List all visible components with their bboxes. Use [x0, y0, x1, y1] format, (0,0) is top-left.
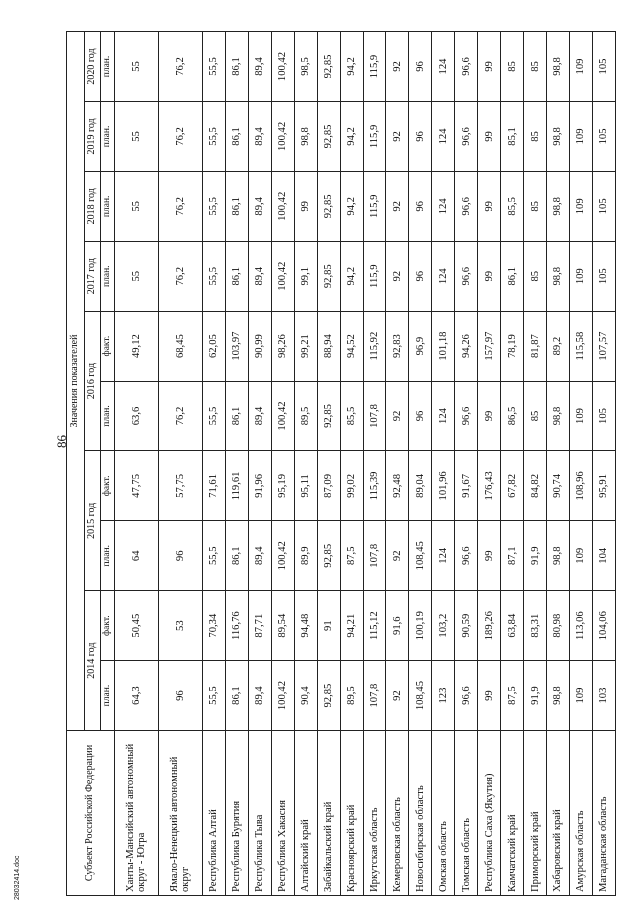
value-cell: 107,57	[592, 311, 615, 381]
value-cell: 103,2	[432, 591, 455, 661]
subject-name: Новосибирская область	[409, 731, 432, 896]
value-cell: 124	[432, 241, 455, 311]
subject-name: Республика Саха (Якутия)	[478, 731, 501, 896]
value-cell: 116,76	[225, 591, 248, 661]
table-row	[317, 32, 340, 896]
value-cell: 89,4	[248, 661, 271, 731]
value-cell: 86,1	[225, 101, 248, 171]
value-cell: 90,99	[248, 311, 271, 381]
value-cell: 91,9	[524, 661, 547, 731]
value-cell: 86,1	[225, 661, 248, 731]
value-cell: 87,5	[501, 661, 524, 731]
table-row	[115, 32, 159, 896]
value-cell: 92	[386, 32, 409, 102]
value-cell: 92	[386, 101, 409, 171]
value-cell: 96,6	[455, 101, 478, 171]
value-cell: 107,8	[363, 521, 386, 591]
value-cell: 113,06	[569, 591, 592, 661]
value-cell: 94,2	[340, 241, 363, 311]
value-cell: 109	[569, 32, 592, 102]
value-cell: 87,1	[501, 521, 524, 591]
value-cell: 105	[592, 32, 615, 102]
value-cell: 85	[501, 32, 524, 102]
value-cell: 92	[386, 171, 409, 241]
value-cell: 98,5	[294, 32, 317, 102]
year-header: 2017 год	[85, 241, 101, 311]
year-header: 2019 год	[85, 101, 101, 171]
value-cell: 85	[524, 381, 547, 451]
value-cell: 55,5	[202, 521, 225, 591]
subject-name: Амурская область	[569, 731, 592, 896]
value-cell: 96	[158, 521, 202, 591]
value-cell: 55	[115, 32, 159, 102]
plan-header: план.	[101, 101, 115, 171]
value-cell: 176,43	[478, 451, 501, 521]
value-cell: 99	[478, 241, 501, 311]
table-row	[547, 32, 570, 896]
values-header: Значения показателей	[67, 32, 85, 731]
table-row	[569, 32, 592, 896]
table-row	[271, 32, 294, 896]
subject-name: Красноярский край	[340, 731, 363, 896]
plan-header: план.	[101, 661, 115, 731]
value-cell: 115,92	[363, 311, 386, 381]
value-cell: 85,5	[340, 381, 363, 451]
value-cell: 86,1	[501, 241, 524, 311]
value-cell: 96,6	[455, 171, 478, 241]
value-cell: 85	[524, 32, 547, 102]
value-cell: 92	[386, 241, 409, 311]
value-cell: 55,5	[202, 381, 225, 451]
value-cell: 63,6	[115, 381, 159, 451]
value-cell: 109	[569, 241, 592, 311]
value-cell: 109	[569, 521, 592, 591]
value-cell: 99	[478, 661, 501, 731]
value-cell: 103,97	[225, 311, 248, 381]
value-cell: 99	[478, 381, 501, 451]
year-header: 2016 год	[85, 311, 101, 451]
value-cell: 105	[592, 381, 615, 451]
value-cell: 76,2	[158, 32, 202, 102]
value-cell: 115,9	[363, 101, 386, 171]
footer-filename: 28032414.doc	[14, 855, 21, 900]
value-cell: 86,1	[225, 171, 248, 241]
subject-header: Субъект Российской Федерации	[67, 731, 115, 896]
value-cell: 100,42	[271, 521, 294, 591]
value-cell: 99	[478, 521, 501, 591]
value-cell: 189,26	[478, 591, 501, 661]
value-cell: 67,82	[501, 451, 524, 521]
indicators-table	[66, 31, 616, 896]
value-cell: 89,4	[248, 101, 271, 171]
value-cell: 96,6	[455, 32, 478, 102]
value-cell: 89,4	[248, 381, 271, 451]
value-cell: 92,85	[317, 171, 340, 241]
year-header: 2014 год	[85, 591, 101, 731]
value-cell: 55,5	[202, 171, 225, 241]
value-cell: 99,02	[340, 451, 363, 521]
value-cell: 92,85	[317, 381, 340, 451]
value-cell: 94,2	[340, 32, 363, 102]
table-row	[455, 32, 478, 896]
value-cell: 96,6	[455, 661, 478, 731]
value-cell: 124	[432, 381, 455, 451]
value-cell: 81,87	[524, 311, 547, 381]
table-row	[248, 32, 271, 896]
subject-name: Кемеровская область	[386, 731, 409, 896]
value-cell: 84,82	[524, 451, 547, 521]
value-cell: 98,8	[294, 101, 317, 171]
fact-header: факт.	[101, 451, 115, 521]
value-cell: 123	[432, 661, 455, 731]
subject-name: Алтайский край	[294, 731, 317, 896]
plan-header: план.	[101, 521, 115, 591]
value-cell: 98,8	[547, 101, 570, 171]
value-cell: 105	[592, 171, 615, 241]
value-cell: 94,48	[294, 591, 317, 661]
value-cell: 89,04	[409, 451, 432, 521]
value-cell: 89,4	[248, 171, 271, 241]
value-cell: 86,1	[225, 381, 248, 451]
value-cell: 92,85	[317, 241, 340, 311]
table-row	[225, 32, 248, 896]
value-cell: 99	[478, 32, 501, 102]
value-cell: 105	[592, 241, 615, 311]
value-cell: 76,2	[158, 101, 202, 171]
value-cell: 96,9	[409, 311, 432, 381]
subject-name: Хабаровский край	[547, 731, 570, 896]
value-cell: 55	[115, 101, 159, 171]
year-header: 2020 год	[85, 32, 101, 102]
value-cell: 100,42	[271, 381, 294, 451]
value-cell: 99	[478, 101, 501, 171]
value-cell: 98,8	[547, 381, 570, 451]
value-cell: 100,42	[271, 661, 294, 731]
value-cell: 57,75	[158, 451, 202, 521]
value-cell: 100,19	[409, 591, 432, 661]
value-cell: 104,06	[592, 591, 615, 661]
value-cell: 94,21	[340, 591, 363, 661]
plan-header: план.	[101, 381, 115, 451]
value-cell: 78,19	[501, 311, 524, 381]
table-row	[478, 32, 501, 896]
subject-name: Ханты-Мансийский автономный округ - Югра	[115, 731, 159, 896]
value-cell: 94,2	[340, 171, 363, 241]
value-cell: 98,8	[547, 521, 570, 591]
value-cell: 88,94	[317, 311, 340, 381]
value-cell: 87,71	[248, 591, 271, 661]
value-cell: 68,45	[158, 311, 202, 381]
value-cell: 86,1	[225, 32, 248, 102]
value-cell: 95,19	[271, 451, 294, 521]
subject-name: Камчатский край	[501, 731, 524, 896]
subject-name: Республика Бурятия	[225, 731, 248, 896]
value-cell: 50,45	[115, 591, 159, 661]
value-cell: 70,34	[202, 591, 225, 661]
table-row	[202, 32, 225, 896]
value-cell: 49,12	[115, 311, 159, 381]
table-row	[592, 32, 615, 896]
value-cell: 98,8	[547, 32, 570, 102]
value-cell: 115,58	[569, 311, 592, 381]
value-cell: 89,54	[271, 591, 294, 661]
value-cell: 83,31	[524, 591, 547, 661]
value-cell: 86,5	[501, 381, 524, 451]
value-cell: 124	[432, 171, 455, 241]
table-body	[115, 32, 616, 896]
value-cell: 91,96	[248, 451, 271, 521]
table-row	[363, 32, 386, 896]
value-cell: 99	[294, 171, 317, 241]
fact-header: факт.	[101, 591, 115, 661]
value-cell: 105	[592, 101, 615, 171]
subject-name: Томская область	[455, 731, 478, 896]
value-cell: 108,45	[409, 521, 432, 591]
value-cell: 91,9	[524, 521, 547, 591]
value-cell: 94,2	[340, 101, 363, 171]
value-cell: 108,45	[409, 661, 432, 731]
value-cell: 86,1	[225, 521, 248, 591]
table-row	[432, 32, 455, 896]
value-cell: 85	[524, 171, 547, 241]
value-cell: 55,5	[202, 32, 225, 102]
value-cell: 100,42	[271, 32, 294, 102]
value-cell: 96,6	[455, 521, 478, 591]
value-cell: 64,3	[115, 661, 159, 731]
value-cell: 98,8	[547, 661, 570, 731]
value-cell: 92,83	[386, 311, 409, 381]
value-cell: 96	[409, 171, 432, 241]
value-cell: 95,11	[294, 451, 317, 521]
value-cell: 76,2	[158, 241, 202, 311]
value-cell: 96	[409, 381, 432, 451]
value-cell: 107,8	[363, 381, 386, 451]
subject-name: Ямало-Ненецкий автономный округ	[158, 731, 202, 896]
subject-name: Забайкальский край	[317, 731, 340, 896]
year-header: 2018 год	[85, 171, 101, 241]
value-cell: 85	[524, 101, 547, 171]
value-cell: 55	[115, 171, 159, 241]
value-cell: 94,26	[455, 311, 478, 381]
value-cell: 96	[409, 101, 432, 171]
value-cell: 109	[569, 381, 592, 451]
value-cell: 104	[592, 521, 615, 591]
value-cell: 115,12	[363, 591, 386, 661]
rotated-table-container	[66, 31, 616, 896]
value-cell: 92,85	[317, 521, 340, 591]
subject-name: Республика Тыва	[248, 731, 271, 896]
value-cell: 101,18	[432, 311, 455, 381]
value-cell: 101,96	[432, 451, 455, 521]
subject-name: Иркутская область	[363, 731, 386, 896]
value-cell: 95,91	[592, 451, 615, 521]
value-cell: 89,9	[294, 521, 317, 591]
subject-name: Республика Хакасия	[271, 731, 294, 896]
value-cell: 92	[386, 381, 409, 451]
value-cell: 89,5	[294, 381, 317, 451]
table-row	[294, 32, 317, 896]
year-header: 2015 год	[85, 451, 101, 591]
value-cell: 63,84	[501, 591, 524, 661]
value-cell: 90,59	[455, 591, 478, 661]
value-cell: 85	[524, 241, 547, 311]
value-cell: 80,98	[547, 591, 570, 661]
value-cell: 89,5	[340, 661, 363, 731]
value-cell: 92	[386, 521, 409, 591]
subject-name: Приморский край	[524, 731, 547, 896]
value-cell: 55,5	[202, 241, 225, 311]
value-cell: 90,74	[547, 451, 570, 521]
value-cell: 89,4	[248, 241, 271, 311]
value-cell: 90,4	[294, 661, 317, 731]
value-cell: 96	[409, 241, 432, 311]
plan-header: план.	[101, 32, 115, 102]
value-cell: 98,8	[547, 171, 570, 241]
value-cell: 55	[115, 241, 159, 311]
value-cell: 89,4	[248, 32, 271, 102]
table-row	[524, 32, 547, 896]
value-cell: 99	[478, 171, 501, 241]
value-cell: 96	[409, 32, 432, 102]
value-cell: 92,85	[317, 101, 340, 171]
value-cell: 124	[432, 521, 455, 591]
value-cell: 92,48	[386, 451, 409, 521]
table-row	[409, 32, 432, 896]
value-cell: 103	[592, 661, 615, 731]
value-cell: 87,5	[340, 521, 363, 591]
value-cell: 100,42	[271, 241, 294, 311]
table-row	[501, 32, 524, 896]
value-cell: 109	[569, 661, 592, 731]
value-cell: 124	[432, 32, 455, 102]
subject-name: Омская область	[432, 731, 455, 896]
table-row	[158, 32, 202, 896]
value-cell: 115,9	[363, 32, 386, 102]
value-cell: 55,5	[202, 661, 225, 731]
value-cell: 91,67	[455, 451, 478, 521]
value-cell: 98,26	[271, 311, 294, 381]
value-cell: 62,05	[202, 311, 225, 381]
value-cell: 115,9	[363, 171, 386, 241]
value-cell: 89,2	[547, 311, 570, 381]
value-cell: 47,75	[115, 451, 159, 521]
subject-name: Республика Алтай	[202, 731, 225, 896]
value-cell: 96	[158, 661, 202, 731]
value-cell: 109	[569, 101, 592, 171]
value-cell: 98,8	[547, 241, 570, 311]
value-cell: 76,2	[158, 381, 202, 451]
value-cell: 108,96	[569, 451, 592, 521]
value-cell: 109	[569, 171, 592, 241]
value-cell: 96,6	[455, 381, 478, 451]
page-number: 86	[54, 435, 69, 448]
plan-header: план.	[101, 241, 115, 311]
value-cell: 55,5	[202, 101, 225, 171]
value-cell: 89,4	[248, 521, 271, 591]
value-cell: 92	[386, 661, 409, 731]
value-cell: 107,8	[363, 661, 386, 731]
value-cell: 85,5	[501, 171, 524, 241]
value-cell: 94,52	[340, 311, 363, 381]
value-cell: 100,42	[271, 101, 294, 171]
value-cell: 92,85	[317, 32, 340, 102]
table-row	[340, 32, 363, 896]
value-cell: 91,6	[386, 591, 409, 661]
value-cell: 157,97	[478, 311, 501, 381]
value-cell: 99,21	[294, 311, 317, 381]
value-cell: 119,61	[225, 451, 248, 521]
value-cell: 92,85	[317, 661, 340, 731]
value-cell: 64	[115, 521, 159, 591]
subject-name: Магаданская область	[592, 731, 615, 896]
fact-header: факт.	[101, 311, 115, 381]
value-cell: 87,09	[317, 451, 340, 521]
value-cell: 53	[158, 591, 202, 661]
table-row	[386, 32, 409, 896]
value-cell: 91	[317, 591, 340, 661]
value-cell: 85,1	[501, 101, 524, 171]
value-cell: 96,6	[455, 241, 478, 311]
value-cell: 71,61	[202, 451, 225, 521]
value-cell: 124	[432, 101, 455, 171]
value-cell: 86,1	[225, 241, 248, 311]
value-cell: 115,39	[363, 451, 386, 521]
value-cell: 76,2	[158, 171, 202, 241]
plan-header: план.	[101, 171, 115, 241]
value-cell: 99,1	[294, 241, 317, 311]
value-cell: 115,9	[363, 241, 386, 311]
value-cell: 100,42	[271, 171, 294, 241]
